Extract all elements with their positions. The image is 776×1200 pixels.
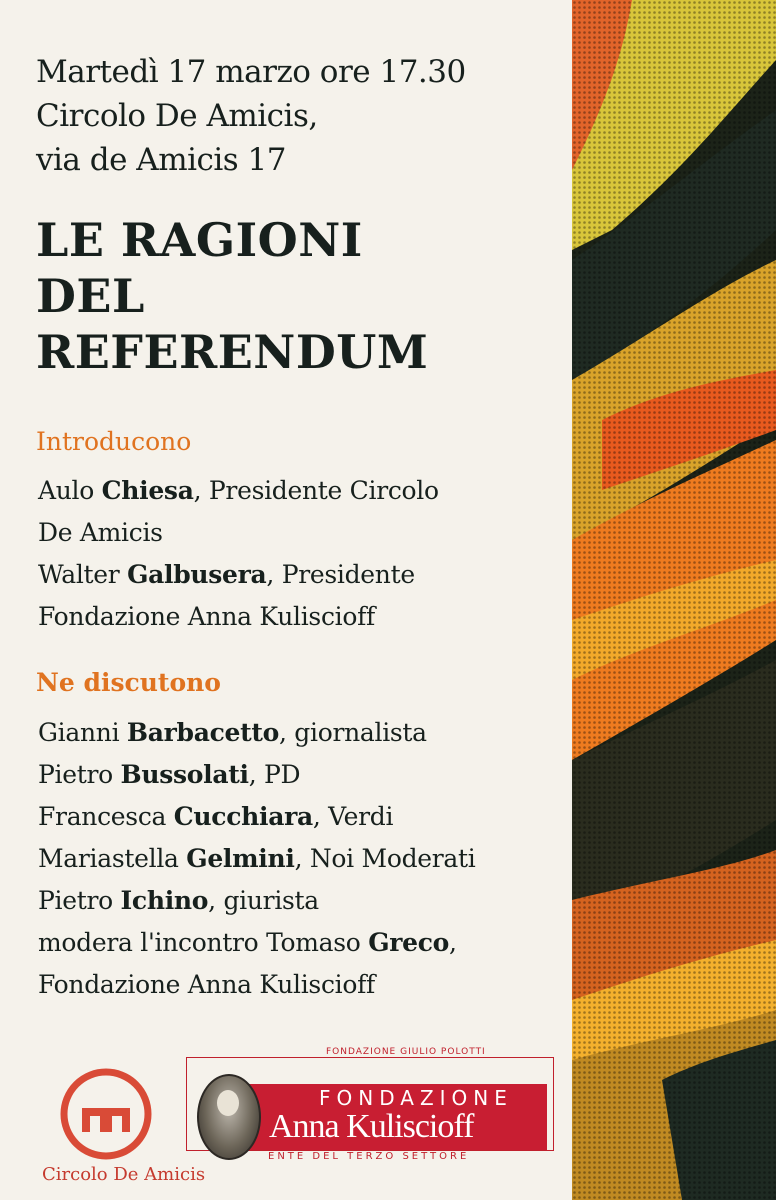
intro-heading: Introducono [36, 427, 192, 456]
intro-speakers [38, 470, 439, 638]
event-address: via de Amicis 17 [36, 142, 286, 178]
speaker-line: Pietro Bussolati, PD [38, 760, 301, 789]
speaker-line: Fondazione Anna Kuliscioff [38, 602, 376, 631]
fak-name-line-1: FONDAZIONE [319, 1086, 513, 1110]
circolo-de-amicis-logo [42, 1068, 206, 1192]
title-line-3: REFERENDUM [36, 325, 429, 379]
fak-frame [186, 1057, 554, 1151]
portrait-icon [197, 1074, 261, 1160]
discussion-heading: Ne discutono [36, 668, 221, 697]
speaker-line: modera l'incontro Tomaso Greco, [38, 928, 457, 957]
fak-top-text: FONDAZIONE GIULIO POLOTTI [326, 1047, 486, 1057]
abstract-painting-panel [572, 0, 776, 1200]
title-line-2: DEL [36, 269, 145, 323]
event-venue: Circolo De Amicis, [36, 98, 318, 134]
speaker-line: De Amicis [38, 518, 163, 547]
speaker-line: Gianni Barbacetto, giornalista [38, 718, 427, 747]
circolo-emblem-icon [42, 1068, 202, 1164]
speaker-line: Walter Galbusera, Presidente [38, 560, 415, 589]
discussion-speakers [38, 712, 475, 1006]
speaker-line: Fondazione Anna Kuliscioff [38, 970, 376, 999]
title-line-1: LE RAGIONI [36, 213, 363, 267]
event-title [36, 212, 428, 380]
event-date-time: Martedì 17 marzo ore 17.30 [36, 54, 466, 90]
circolo-caption: Circolo De Amicis [42, 1164, 206, 1185]
fak-red-band [249, 1084, 547, 1150]
event-details [36, 50, 466, 182]
fak-bottom-text: ENTE DEL TERZO SETTORE [268, 1151, 470, 1162]
speaker-line: Aulo Chiesa, Presidente Circolo [38, 476, 439, 505]
painting-texture [572, 0, 776, 1200]
speaker-line: Francesca Cucchiara, Verdi [38, 802, 394, 831]
speaker-line: Mariastella Gelmini, Noi Moderati [38, 844, 476, 873]
fak-name-line-2: Anna Kuliscioff [269, 1108, 474, 1145]
fondazione-kuliscioff-logo [186, 1047, 556, 1165]
speaker-line: Pietro Ichino, giurista [38, 886, 319, 915]
